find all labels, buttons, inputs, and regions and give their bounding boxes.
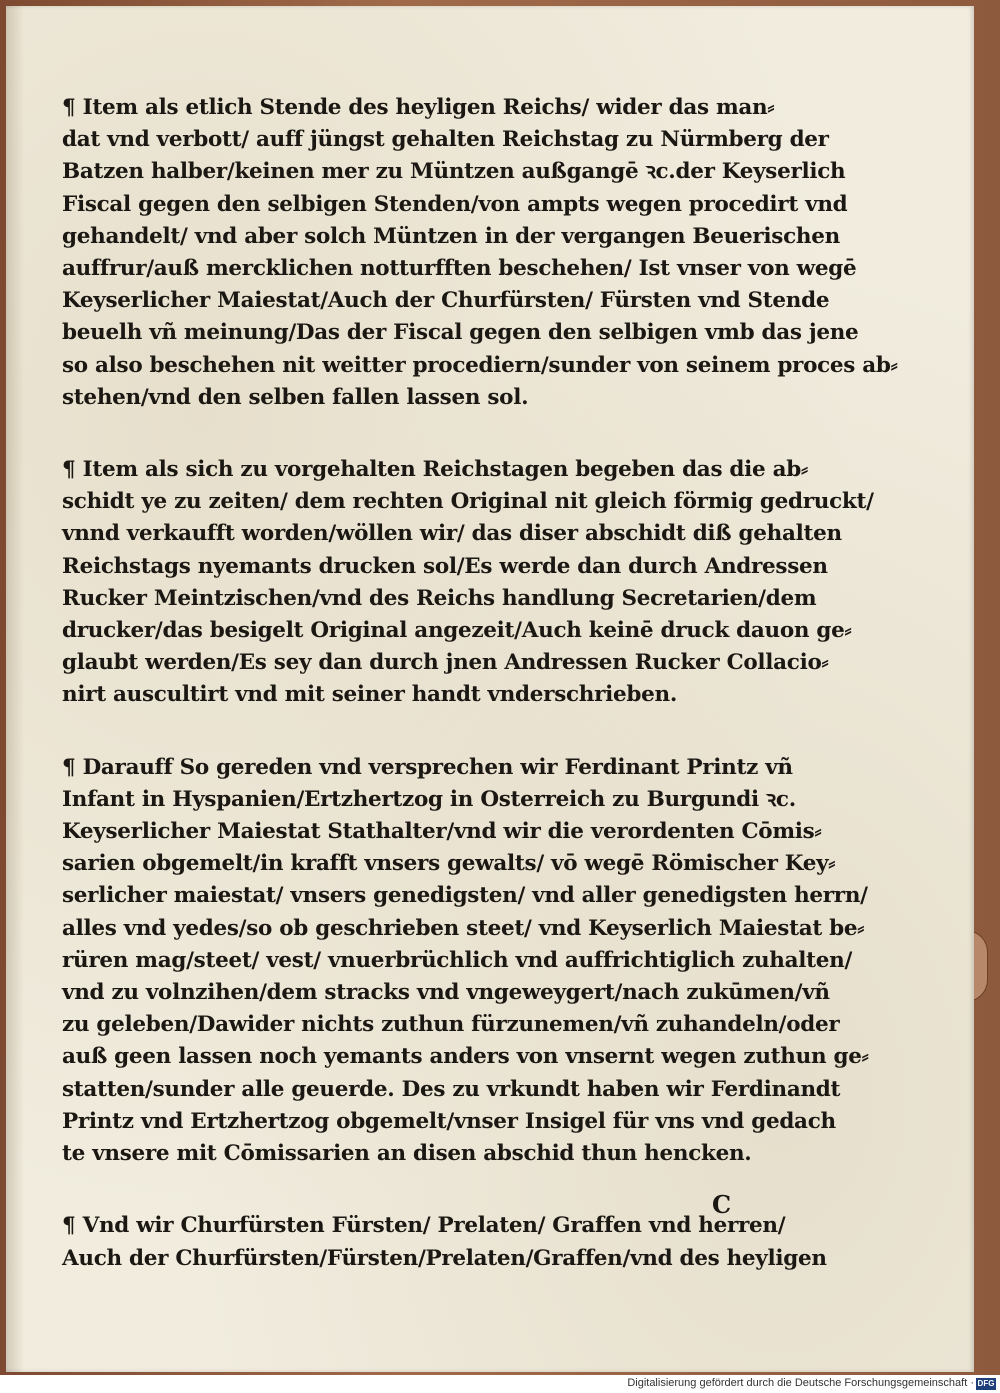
paragraph — [62, 1210, 827, 1274]
text-line: Batzen halber/keinen mer zu Müntzen außgangē ꝛc.der Keyserlich — [62, 159, 846, 185]
footer-bar — [0, 1375, 1000, 1393]
text-line: Infant in Hyspanien/Ertzhertzog in Osterreich zu Burgundi ꝛc. — [62, 786, 796, 812]
paragraph — [62, 752, 869, 1171]
text-line: so also beschehen nit weitter procediern/sunder von seinem proces ab⸗ — [62, 352, 898, 378]
signature-mark: C — [712, 1190, 732, 1219]
text-line: Keyserlicher Maiestat Stathalter/vnd wir die verordenten Cōmis⸗ — [62, 819, 822, 845]
footer-credit: Digitalisierung gefördert durch die Deutsche Forschungsgemeinschaft · — [627, 1377, 974, 1389]
text-line: auß geen lassen noch yemants anders von vnsernt wegen zuthun ge⸗ — [62, 1044, 869, 1070]
text-line: rüren mag/steet/ vest/ vnuerbrüchlich vnd auffrichtiglich zuhalten/ — [62, 947, 853, 973]
paragraph — [62, 92, 898, 414]
text-line: ¶ Item als sich zu vorgehalten Reichstagen begeben das die ab⸗ — [62, 457, 808, 483]
text-line: glaubt werden/Es sey dan durch jnen Andressen Rucker Collacio⸗ — [62, 650, 829, 676]
page-text — [62, 92, 898, 1315]
text-line: Keyserlicher Maiestat/Auch der Churfürsten/ Fürsten vnd Stende — [62, 288, 830, 314]
text-line: dat vnd verbott/ auff jüngst gehalten Reichstag zu Nürmberg der — [62, 127, 829, 153]
text-line: Reichstags nyemants drucken sol/Es werde dan durch Andressen — [62, 553, 828, 579]
text-line: Fiscal gegen den selbigen Stenden/von ampts wegen procedirt vnd — [62, 191, 848, 217]
text-line: sarien obgemelt/in krafft vnsers gewalts/ vō wegē Römischer Key⸗ — [62, 851, 836, 877]
text-line: stehen/vnd den selben fallen lassen sol. — [62, 384, 529, 410]
text-line: ¶ Item als etlich Stende des heyligen Reichs/ wider das man⸗ — [62, 95, 775, 120]
text-line: beuelh vñ meinung/Das der Fiscal gegen den selbigen vmb das jene — [62, 320, 859, 346]
text-line: Auch der Churfürsten/Fürsten/Prelaten/Graffen/vnd des heyligen — [62, 1245, 827, 1271]
text-line: Printz vnd Ertzhertzog obgemelt/vnser Insigel für vns vnd gedach — [62, 1108, 836, 1134]
text-line: ¶ Vnd wir Churfürsten Fürsten/ Prelaten/ Graffen vnd herren/ — [62, 1213, 786, 1239]
text-line: schidt ye zu zeiten/ dem rechten Original nit gleich förmig gedruckt/ — [62, 489, 874, 515]
text-line: zu geleben/Dawider nichts zuthun fürzunemen/vñ zuhandeln/oder — [62, 1012, 840, 1038]
text-line: vnd zu volnzihen/dem stracks vnd vngeweygert/nach zukūmen/vñ — [62, 980, 830, 1006]
dfg-logo-icon: DFG — [977, 1379, 995, 1388]
text-line: auffrur/auß mercklichen notturfften beschehen/ Ist vnser von wegē — [62, 256, 857, 282]
text-line: vnnd verkaufft worden/wöllen wir/ das diser abschidt diß gehalten — [62, 521, 842, 547]
text-line: Rucker Meintzischen/vnd des Reichs handlung Secretarien/dem — [62, 585, 817, 611]
text-line: serlicher maiestat/ vnsers genedigsten/ vnd aller genedigsten herrn/ — [62, 883, 868, 909]
text-line: drucker/das besigelt Original angezeit/Auch keinē druck dauon ge⸗ — [62, 618, 852, 644]
text-line: ¶ Darauff So gereden vnd versprechen wir Ferdinant Printz vñ — [62, 754, 793, 780]
text-line: statten/sunder alle geuerde. Des zu vrkundt haben wir Ferdinandt — [62, 1076, 841, 1102]
text-line: alles vnd yedes/so ob geschrieben steet/ vnd Keyserlich Maiestat be⸗ — [62, 915, 865, 941]
text-line: gehandelt/ vnd aber solch Müntzen in der vergangen Beuerischen — [62, 223, 840, 249]
text-line: te vnsere mit Cōmissarien an disen abschid thun hencken. — [62, 1141, 752, 1167]
text-line: nirt auscultirt vnd mit seiner handt vnderschrieben. — [62, 682, 678, 708]
paragraph — [62, 454, 874, 712]
